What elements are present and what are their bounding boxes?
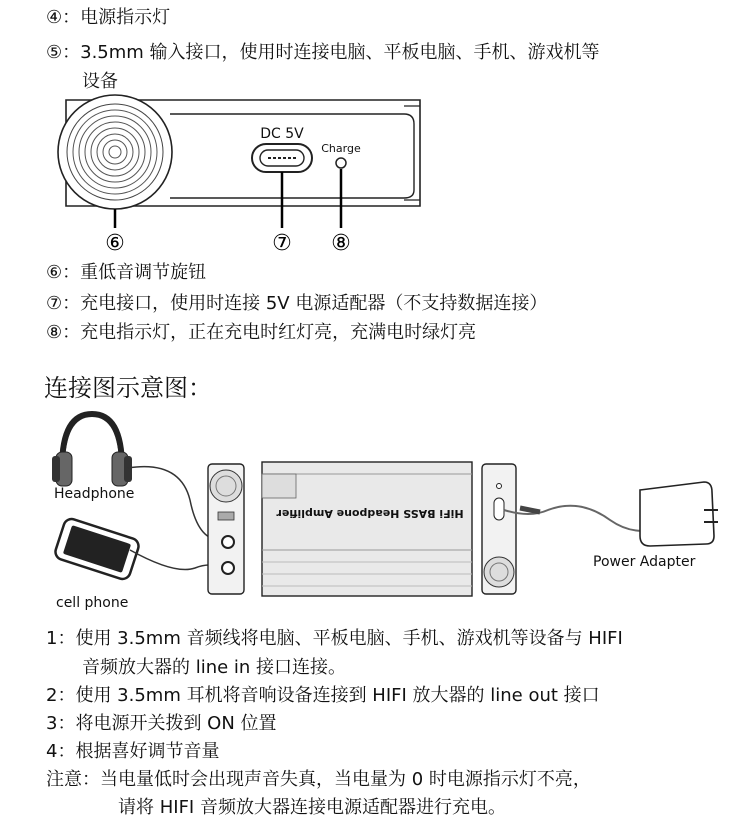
amplifier-input-panel-icon xyxy=(208,464,244,594)
amplifier-body-label: HiFi BASS Headpone Amplifier xyxy=(276,507,464,520)
amplifier-body-icon xyxy=(262,462,472,596)
callout-7: ⑦ xyxy=(272,231,292,256)
power-adapter-label: Power Adapter xyxy=(593,554,696,570)
dc-5v-label: DC 5V xyxy=(260,126,304,142)
headphone-label: Headphone xyxy=(54,486,135,502)
connection-diagram-heading: 连接图示意图： xyxy=(44,374,212,402)
step-2: 2：使用 3.5mm 耳机将音响设备连接到 HIFI 放大器的 line out 接口 xyxy=(46,685,600,706)
list-item-charge-led: ⑧：充电指示灯，正在充电时红灯亮，充满电时绿灯亮 xyxy=(46,322,477,343)
power-adapter-icon xyxy=(640,482,718,546)
device-side-panel-illustration xyxy=(0,0,753,260)
bass-knob-icon xyxy=(58,95,172,209)
connection-diagram xyxy=(0,400,753,620)
note-line-2: 请将 HIFI 音频放大器连接电源适配器进行充电。 xyxy=(118,797,506,818)
list-item-input-port-cont: 设备 xyxy=(82,71,118,92)
list-item-charge-port: ⑦：充电接口，使用时连接 5V 电源适配器（不支持数据连接） xyxy=(46,293,548,314)
callout-6: ⑥ xyxy=(105,231,125,256)
charge-label: Charge xyxy=(321,142,361,155)
list-item-bass-knob: ⑥：重低音调节旋钮 xyxy=(46,262,207,283)
charge-led-icon xyxy=(336,158,346,168)
note-line-1: 注意：当电量低时会出现声音失真，当电量为 0 时电源指示灯不亮， xyxy=(46,769,591,790)
step-3: 3：将电源开关拨到 ON 位置 xyxy=(46,713,277,734)
list-item-power-indicator: ④：电源指示灯 xyxy=(46,7,171,28)
cell-phone-icon xyxy=(53,517,140,581)
list-item-input-port: ⑤：3.5mm 输入接口，使用时连接电脑、平板电脑、手机、游戏机等 xyxy=(46,42,600,63)
headphone-icon xyxy=(52,414,132,486)
step-4: 4：根据喜好调节音量 xyxy=(46,741,220,762)
cell-phone-label: cell phone xyxy=(56,595,129,611)
step-1-cont: 音频放大器的 line in 接口连接。 xyxy=(82,657,347,678)
step-1: 1：使用 3.5mm 音频线将电脑、平板电脑、手机、游戏机等设备与 HIFI xyxy=(46,628,623,649)
amplifier-charge-panel-icon xyxy=(482,464,516,594)
usb-c-port-icon xyxy=(252,144,312,172)
callout-8: ⑧ xyxy=(331,231,351,256)
